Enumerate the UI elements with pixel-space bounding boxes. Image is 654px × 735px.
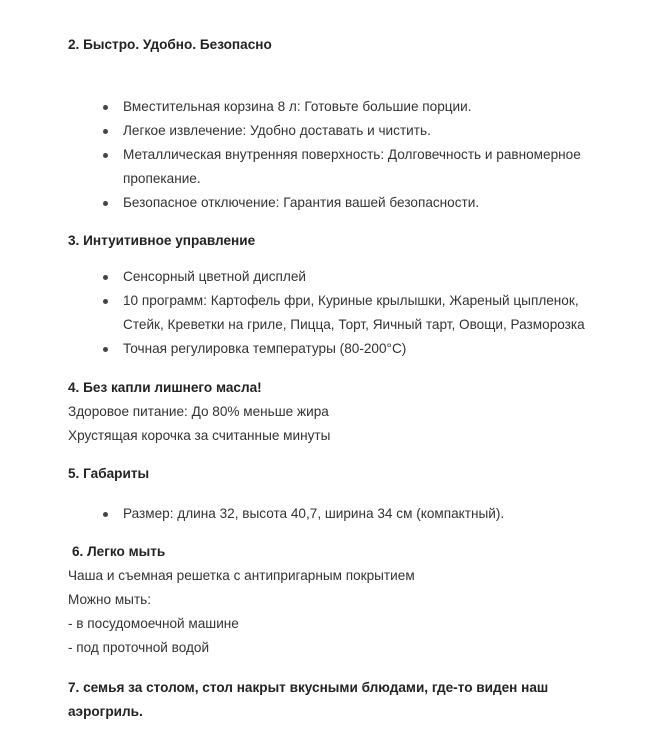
paragraph-line: Здоровое питание: До 80% меньше жира bbox=[68, 404, 329, 419]
paragraph-line: Можно мыть: bbox=[68, 592, 152, 607]
list-item: Вместительная корзина 8 л: Готовьте большие порции. bbox=[123, 95, 608, 119]
paragraph-line: Хрустящая корочка за считанные минуты bbox=[68, 428, 331, 443]
list-item: Легкое извлечение: Удобно доставать и чистить. bbox=[123, 119, 608, 143]
list-item: Точная регулировка температуры (80-200°C) bbox=[123, 337, 608, 361]
section-3-heading: 3. Интуитивное управление bbox=[68, 233, 256, 248]
section-6-heading: 6. Легко мыть bbox=[72, 544, 166, 559]
section-4-heading: 4. Без капли лишнего масла! bbox=[68, 380, 262, 395]
document-body bbox=[68, 30, 608, 724]
list-item: Размер: длина 32, высота 40,7, ширина 34 см (компактный). bbox=[123, 502, 608, 526]
list-item: Сенсорный цветной дисплей bbox=[123, 265, 608, 289]
section-7-heading: 7. семья за столом, стол накрыт вкусными блюдами, где-то виден наш аэрогриль. bbox=[68, 680, 549, 719]
paragraph-line: - в посудомоечной машине bbox=[68, 616, 239, 631]
list-item: Металлическая внутренняя поверхность: Долговечность и равномерное пропекание. bbox=[123, 143, 598, 191]
section-5-list bbox=[68, 502, 608, 526]
section-3-list bbox=[68, 265, 608, 361]
paragraph-line: Чаша и съемная решетка с антипригарным покрытием bbox=[68, 568, 415, 583]
list-item: 10 программ: Картофель фри, Куриные крылышки, Жареный цыпленок, Стейк, Креветки на гриле, Пицца, Торт, Яичный тарт, Овощи, Разморозка bbox=[123, 289, 603, 337]
section-5-heading: 5. Габариты bbox=[68, 466, 150, 481]
list-item: Безопасное отключение: Гарантия вашей безопасности. bbox=[123, 191, 608, 215]
paragraph-line: - под проточной водой bbox=[68, 640, 210, 655]
section-2-heading: 2. Быстро. Удобно. Безопасно bbox=[68, 37, 272, 52]
section-2-list bbox=[68, 95, 608, 215]
